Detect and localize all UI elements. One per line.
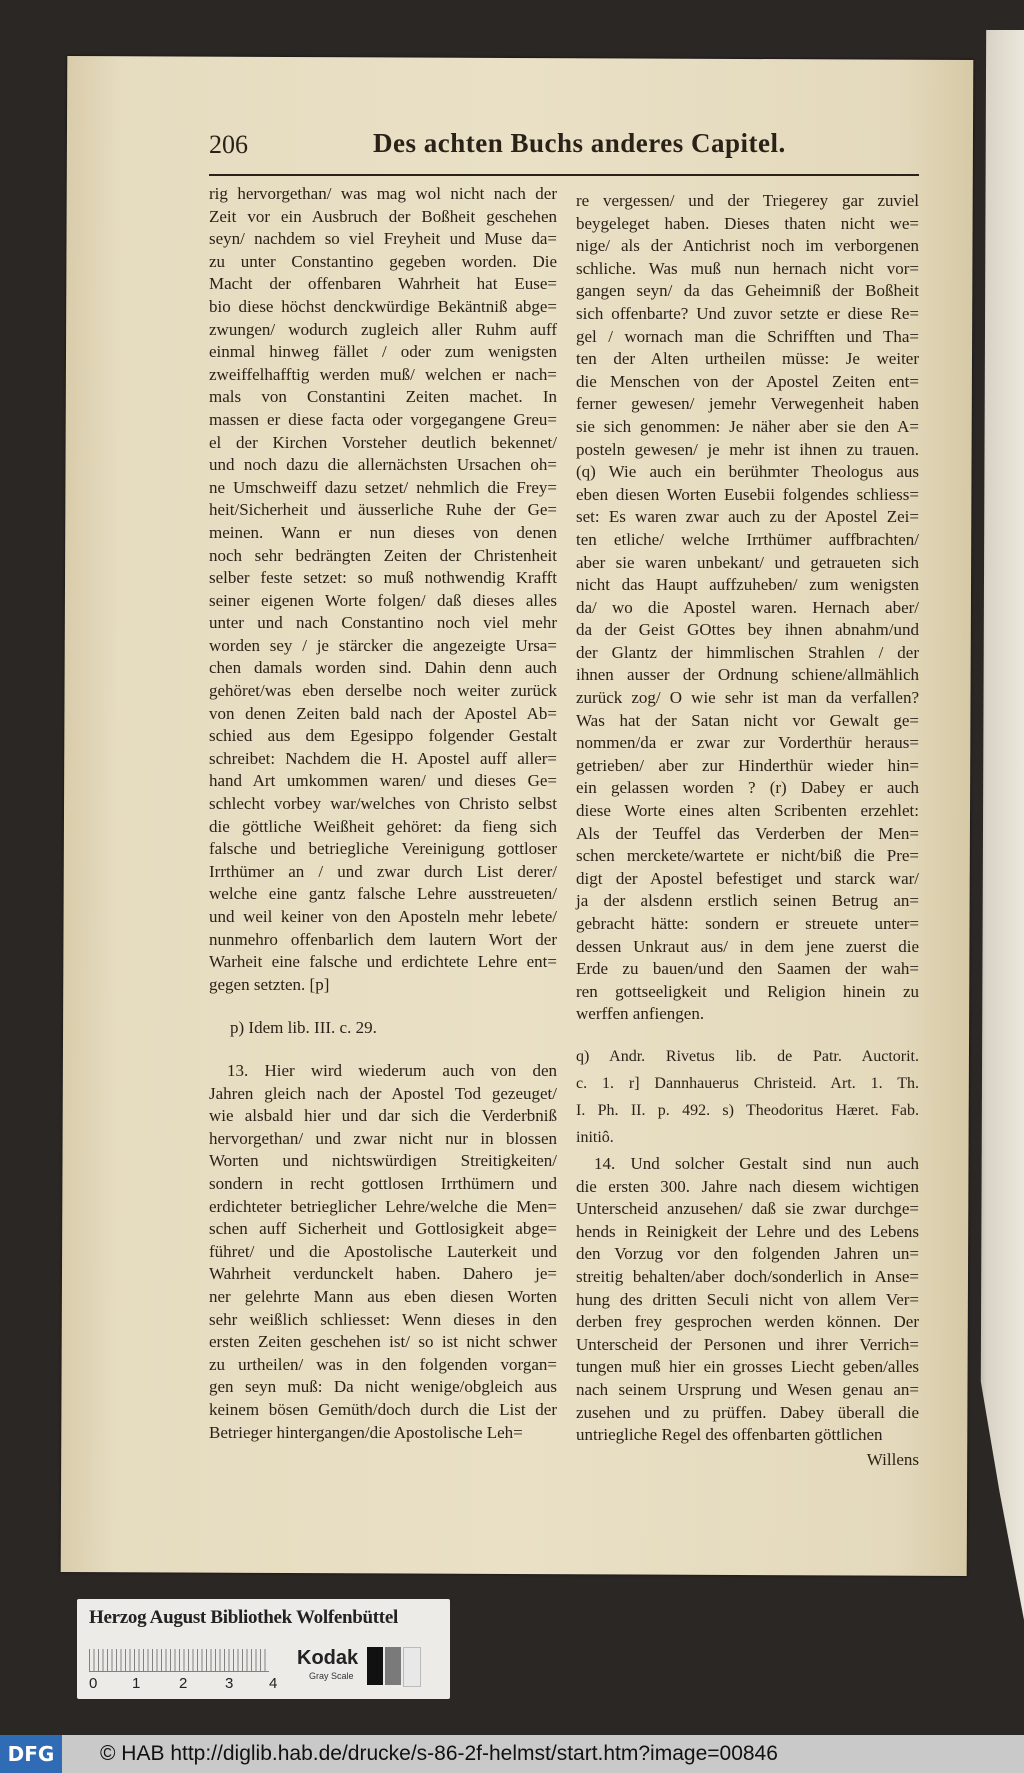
text-line: ersten Zeiten geschehen ist/ so ist nicht schwer bbox=[209, 1332, 557, 1352]
scale-ruler bbox=[89, 1649, 269, 1672]
text-line: welche eine gantz falsche Lehre ausstreueten/ bbox=[209, 884, 557, 904]
text-line: werffen anfiengen. bbox=[576, 1004, 705, 1024]
text-line: der Glantz der himmlischen Strahlen / der bbox=[576, 642, 919, 662]
text-line: Als der Teuffel das Verderben der Men= bbox=[576, 823, 919, 843]
text-line: hung des dritten Seculi nicht von allem Ver= bbox=[576, 1289, 919, 1309]
text-line: 13. Hier wird wiederum auch von den bbox=[227, 1061, 557, 1080]
text-line: nommen/da er zwar zur Vorderthür heraus= bbox=[576, 733, 919, 753]
text-line: Was hat der Satan nicht vor Gewalt ge= bbox=[576, 710, 919, 730]
text-line: sich offenbarte? Und zuvor setzte er diese Re= bbox=[576, 303, 919, 323]
text-line: sondern in recht gottlosen Irrthümern und bbox=[209, 1173, 557, 1193]
text-line: ja der alsdenn erstlich seinen Betrug an= bbox=[576, 891, 919, 911]
text-line: unter und nach Constantino noch viel mehr bbox=[209, 613, 557, 633]
text-line: chen damals worden sind. Dahin denn auch bbox=[209, 658, 557, 678]
text-line: zweiffelhafftig werden muß/ welchen er nach= bbox=[209, 364, 557, 384]
text-line: den Vorzug vor den folgenden Jahren un= bbox=[576, 1244, 919, 1264]
text-line: hand Art umkommen waren/ und dieses Ge= bbox=[209, 771, 557, 791]
gray-swatch-white bbox=[403, 1647, 421, 1687]
text-line: massen er diese facta oder vorgegangene Greu= bbox=[209, 409, 557, 429]
text-line: Warheit eine falsche und erdichtete Lehre ent= bbox=[209, 952, 557, 972]
text-line: eben diesen Worten Eusebii folgendes schliess= bbox=[576, 484, 919, 504]
text-line: beygeleget haben. Dieses thaten nicht we= bbox=[576, 213, 919, 233]
text-line: zwungen/ wodurch zugleich aller Ruhm auff bbox=[209, 319, 557, 339]
text-line: hervorgethan/ und zwar nicht nur in blossen bbox=[209, 1128, 557, 1148]
text-line: selber feste setzet: so muß nothwendig Krafft bbox=[209, 568, 557, 588]
text-line: noch sehr bedrängten Zeiten der Christenheit bbox=[209, 545, 557, 565]
text-line: ferner gewesen/ jemehr Verwegenheit haben bbox=[576, 394, 919, 414]
text-line: Unterscheid der Personen und ihrer Verrich= bbox=[576, 1334, 919, 1354]
text-line: und weil keiner von den Aposteln mehr lebete/ bbox=[209, 907, 557, 926]
text-line: sehr weißlich schliesset: Wenn dieses in den bbox=[209, 1309, 557, 1329]
text-line: el der Kirchen Vorsteher deutlich bekennet/ bbox=[209, 432, 557, 452]
copyright-link[interactable]: © HAB http://diglib.hab.de/drucke/s-86-2f-helmst/start.htm?image=00846 bbox=[100, 1742, 778, 1765]
text-line: (q) Wie auch ein berühmter Theologus aus bbox=[576, 462, 919, 482]
text-line: p) Idem lib. III. c. 29. bbox=[230, 1018, 377, 1037]
text-line: falsche und betriegliche Vereinigung gottloser bbox=[209, 839, 557, 859]
text-line: untriegliche Regel des offenbarten göttlichen bbox=[576, 1425, 883, 1445]
kodak-brand: Kodak bbox=[297, 1647, 359, 1669]
text-line: meinen. Wann er nun dieses von denen bbox=[209, 522, 557, 542]
text-line: zusehen und zu prüffen. Dabey überall die bbox=[576, 1402, 919, 1422]
ruler-number: 3 bbox=[225, 1675, 234, 1692]
gray-swatch-mid bbox=[385, 1647, 401, 1685]
text-line: mals von Constantini Zeiten machet. In bbox=[209, 387, 557, 407]
text-line: da der Geist GOttes bey ihnen abnahm/und bbox=[576, 620, 919, 640]
text-line: worden sey / je stärcker die angezeigte Ursa= bbox=[209, 635, 557, 655]
text-line: rig hervorgethan/ was mag wol nicht nach der bbox=[209, 184, 557, 203]
text-line: Macht der offenbaren Wahrheit hat Euse= bbox=[209, 274, 557, 294]
text-line: Wahrheit verdunckelt haben. Dahero je= bbox=[209, 1264, 557, 1284]
ruler-number: 1 bbox=[132, 1675, 141, 1692]
text-line: hends in Reinigkeit der Lehre und des Lebens bbox=[576, 1221, 919, 1241]
text-line: wie alsbald hier und dar sich die Verderbniß bbox=[209, 1106, 557, 1126]
text-line: schen auff Sicherheit und Gottlosigkeit abge= bbox=[209, 1219, 557, 1239]
text-line: posteln gewesen/ je mehr ist ihnen zu trauen. bbox=[576, 439, 919, 459]
text-line: Erde zu bauen/und den Saamen der wah= bbox=[576, 959, 919, 979]
text-line: digt der Apostel befestiget und starck war/ bbox=[576, 868, 919, 888]
scan-reference-card bbox=[77, 1599, 450, 1699]
left-paragraph-1 bbox=[209, 183, 557, 996]
text-line: gangen seyn/ da das Geheimniß der Boßheit bbox=[576, 281, 919, 301]
text-line: nicht das Haupt auffzuheben/ zum wenigsten bbox=[576, 575, 919, 595]
catchword: Willens bbox=[866, 1450, 919, 1469]
text-line: nige/ als der Antichrist noch im verborgenen bbox=[576, 236, 919, 256]
text-line: schreibet: Nachdem die H. Apostel auff aller= bbox=[209, 748, 557, 768]
text-line: ne Umschweiff dazu setzet/ nehmlich die Frey= bbox=[209, 477, 557, 497]
text-line: gebracht hätte: sondern er streuete unter= bbox=[576, 914, 919, 933]
text-line: ten der Alten urtheilen müsse: Je weiter bbox=[576, 349, 919, 369]
text-line: diese Worte eines alten Scribenten erzehlet: bbox=[576, 801, 919, 821]
text-line: Zeit vor ein Ausbruch der Boßheit geschehen bbox=[209, 206, 557, 226]
text-line: ein gelassen worden ? (r) Dabey er auch bbox=[576, 778, 919, 798]
text-line: einmal hinweg fället / oder zum wenigsten bbox=[209, 342, 557, 362]
text-line: von denen Zeiten bald nach der Apostel Ab= bbox=[209, 703, 557, 723]
running-title: Des achten Buchs anderes Capitel. bbox=[373, 128, 786, 158]
text-line: schen merckete/wartete er nicht/biß die Pre= bbox=[576, 846, 919, 866]
text-line: sie sich genommen: Je näher aber sie den A= bbox=[576, 416, 919, 436]
ruler-number: 2 bbox=[179, 1675, 188, 1692]
paragraph-13 bbox=[209, 1060, 557, 1444]
text-line: zu unter Constantino gegeben worden. Die bbox=[209, 251, 557, 271]
page-number: 206 bbox=[209, 130, 248, 159]
text-line: derben frey gesprochen werden können. Der bbox=[576, 1312, 919, 1332]
text-line: gen seyn muß: Da nicht wenige/obgleich aus bbox=[209, 1377, 557, 1397]
text-line: gel / wornach man die Schrifften und Tha= bbox=[576, 326, 919, 346]
text-line: c. 1. r] Dannhauerus Christeid. Art. 1. Th. bbox=[576, 1075, 919, 1092]
text-line: Unterscheid anzusehen/ daß sie zwar durchge= bbox=[576, 1199, 919, 1219]
text-line: gegen setzten. [p] bbox=[209, 974, 330, 994]
text-line: nunmehro offenbarlich dem lautern Wort der bbox=[209, 929, 557, 949]
text-line: aber sie waren unbekant/ und getraueten sich bbox=[576, 552, 919, 572]
next-page-edge bbox=[970, 30, 1024, 1620]
gray-swatch-black bbox=[367, 1647, 383, 1685]
text-line: ren gottseeligkeit und Religion hinein zu bbox=[576, 981, 919, 1001]
ruler-number: 0 bbox=[89, 1675, 98, 1692]
text-line: q) Andr. Rivetus lib. de Patr. Auctorit. bbox=[576, 1048, 919, 1065]
footnotes-q-r-s bbox=[576, 1043, 919, 1151]
library-name: Herzog August Bibliothek Wolfenbüttel bbox=[89, 1607, 398, 1628]
text-line: schliche. Was muß nun hernach nicht vor= bbox=[576, 258, 919, 278]
text-line: Irrthümer an / und zwar durch List derer/ bbox=[209, 861, 557, 881]
text-line: getrieben/ aber zur Hinderthür wieder hin= bbox=[576, 755, 919, 775]
header-rule bbox=[209, 174, 919, 176]
text-line: dessen Unkraut aus/ in dem jene zuerst die bbox=[576, 936, 919, 956]
dfg-logo: DFG bbox=[0, 1735, 62, 1773]
ruler-number: 4 bbox=[269, 1675, 278, 1692]
text-line: seiner eigenen Worte folgen/ daß dieses alles bbox=[209, 590, 557, 610]
text-line: set: Es waren zwar auch zu der Apostel Zei= bbox=[576, 507, 919, 527]
text-line: Worten und nichtswürdigen Streitigkeiten/ bbox=[209, 1151, 557, 1171]
text-line: führet/ und die Apostolische Lauterkeit und bbox=[209, 1241, 557, 1261]
text-line: schied aus dem Egesippo folgender Gestalt bbox=[209, 726, 557, 746]
text-line: tungen muß hier ein grosses Liecht geben/alles bbox=[576, 1357, 919, 1377]
text-line: Betrieger hintergangen/die Apostolische Leh= bbox=[209, 1422, 523, 1442]
text-line: initiô. bbox=[576, 1129, 614, 1146]
text-line: streitig behalten/aber doch/sonderlich in Anse= bbox=[576, 1266, 919, 1286]
text-line: re vergessen/ und der Triegerey gar zuviel bbox=[576, 191, 919, 210]
text-line: da/ wo die Apostel waren. Hernach aber/ bbox=[576, 597, 919, 617]
text-line: zu urtheilen/ was in den folgenden vorgan= bbox=[209, 1354, 557, 1374]
text-line: die göttliche Weißheit gehöret: da fieng sich bbox=[209, 816, 557, 836]
text-line: seyn/ nachdem so viel Freyheit und Muse da= bbox=[209, 229, 557, 249]
text-line: ihnen ausser der Ordnung schiene/allmählich bbox=[576, 665, 919, 685]
text-line: bio diese höchst denckwürdige Bekäntniß abge= bbox=[209, 296, 557, 316]
gray-scale-label: Gray Scale bbox=[309, 1671, 354, 1681]
text-line: schlecht vorbey war/welches von Christo selbst bbox=[209, 794, 557, 814]
text-line: heit/Sicherheit und äusserliche Ruhe der Ge= bbox=[209, 500, 557, 520]
text-line: erdichteter betrieglicher Lehre/welche die Men= bbox=[209, 1196, 557, 1216]
text-line: ten etliche/ welche Irrthümer auffbrachten/ bbox=[576, 529, 919, 549]
text-line: ner gelehrte Mann aus eben diesen Worten bbox=[209, 1286, 557, 1306]
text-line: die ersten 300. Jahre nach diesem wichtigen bbox=[576, 1176, 919, 1196]
right-paragraph-1 bbox=[576, 190, 919, 1026]
text-line: I. Ph. II. p. 492. s) Theodoritus Hæret. Fab. bbox=[576, 1102, 919, 1119]
text-line: und noch dazu die allernächsten Ursachen oh= bbox=[209, 455, 557, 475]
footnote-p bbox=[230, 1017, 430, 1040]
text-line: 14. Und solcher Gestalt sind nun auch bbox=[594, 1154, 919, 1173]
paragraph-14 bbox=[576, 1153, 919, 1447]
text-line: nach seinem Ursprung und Wesen genau an= bbox=[576, 1379, 919, 1399]
footer-bar bbox=[0, 1735, 1024, 1773]
text-line: gehöret/was eben derselbe noch weiter zurück bbox=[209, 681, 557, 701]
text-line: die Menschen von der Apostel Zeiten ent= bbox=[576, 371, 919, 391]
text-line: zurück zog/ O wie sehr ist man da verfallen? bbox=[576, 688, 919, 708]
text-line: keinem bösen Gemüth/doch durch die List der bbox=[209, 1399, 557, 1419]
text-line: Jahren gleich nach der Apostel Tod gezeuget/ bbox=[209, 1083, 557, 1103]
